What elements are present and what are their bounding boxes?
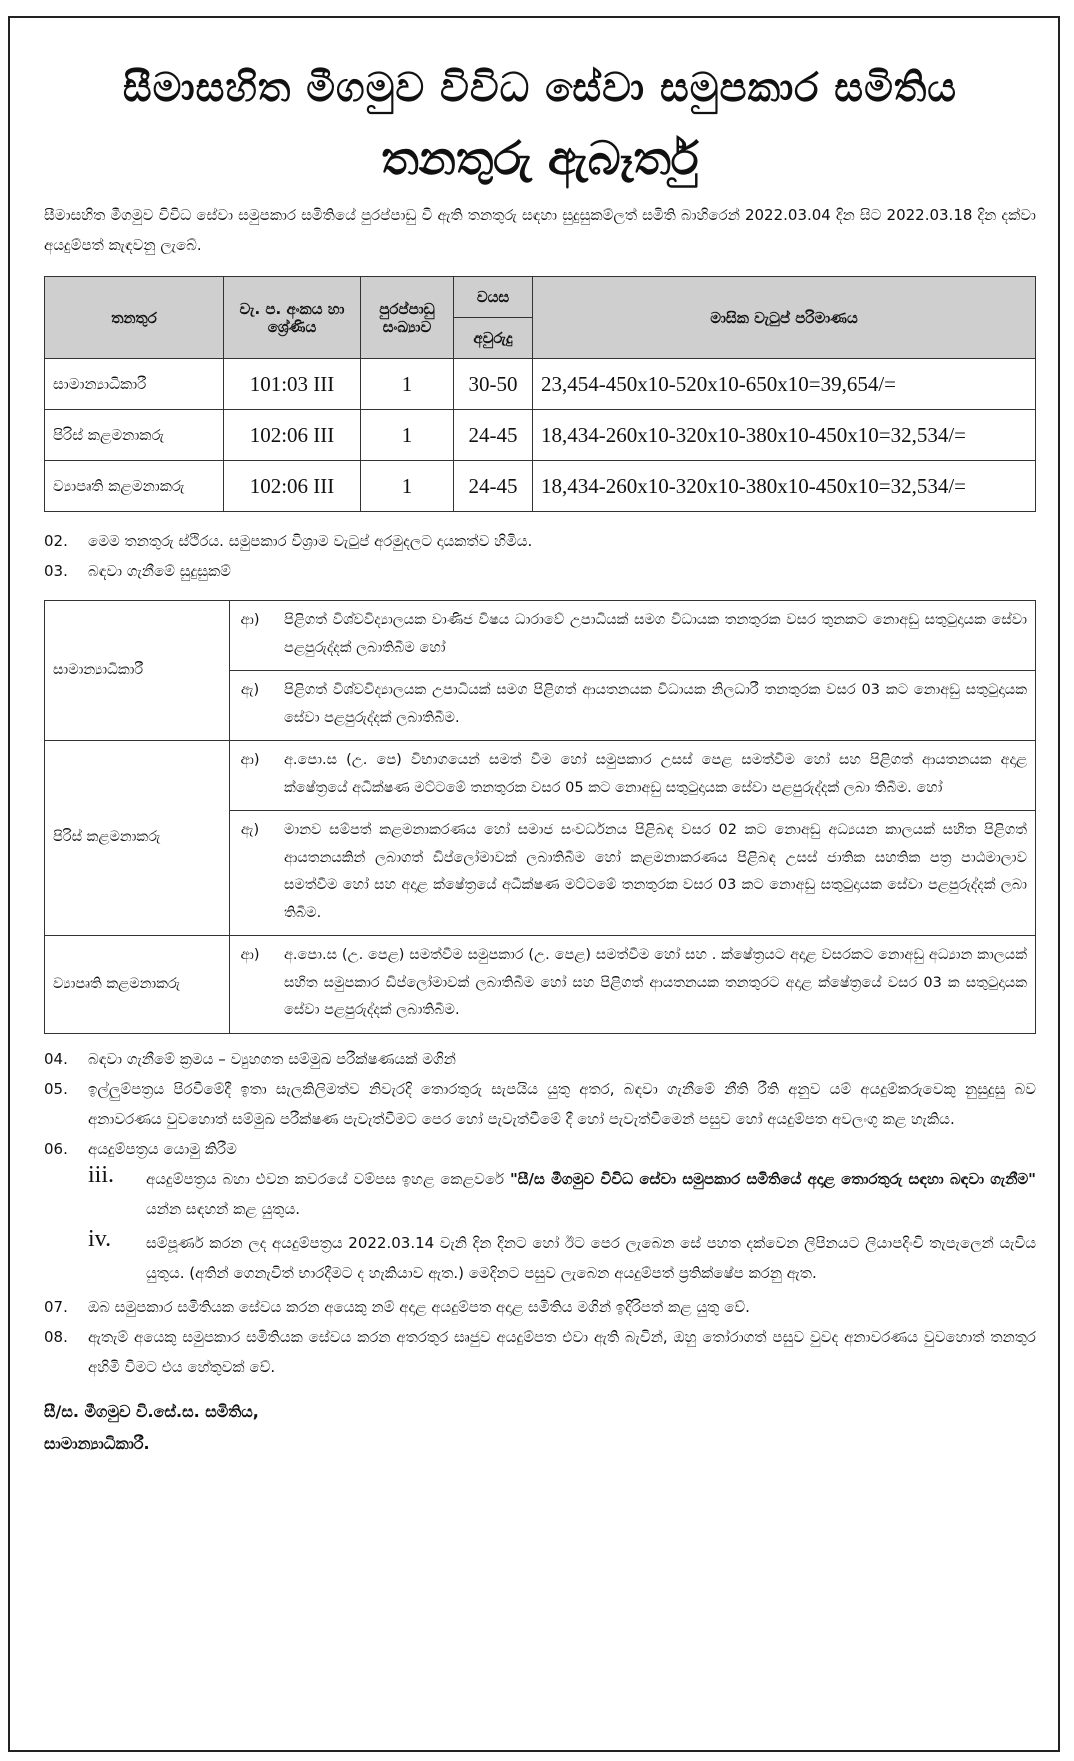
- paragraph-text: සම්පූර්ණ කරන ලද අයදුම්පත්‍රය 2022.03.14 වැනි දින දිනට හෝ ඊට පෙර ලැබෙන සේ පහත දක්වෙන ලිපිනයට ලියාපදිංචි තැපැලෙන් යැවිය යුතුය. (අතින් ගෙනැවිත් භාරදීමට ද හැකියාව ඇත.) මෙදිනට පසුව ලැබෙන අයදුම්පත් ප්‍රතික්ෂේප කරනු ඇත.: [146, 1233, 1036, 1282]
- qualification-mark: ආ): [230, 601, 271, 671]
- paragraph-text: අයදුම්පත්‍රය යොමු කිරීම: [88, 1139, 237, 1158]
- paragraph-text: ඔබ සමුපකාර සමිතියක සේවය කරන අයෙකු නම් අදාළ අයදුම්පත අදාළ සමිතිය මගින් ඉදිරිපත් කළ යුතු වේ.: [88, 1297, 750, 1316]
- table-row: [45, 410, 1036, 461]
- advertisement-content: [44, 58, 1036, 1460]
- row-post: සාමාන්‍යාධිකාරී: [45, 359, 224, 410]
- paragraph-number: 06.: [44, 1139, 68, 1158]
- qualification-post: සාමාන්‍යාධිකාරී: [45, 601, 230, 741]
- header-age-unit: අවුරුදු: [454, 318, 533, 359]
- paragraph-08: [44, 1322, 1036, 1382]
- header-salary: මාසික වැටුප් පරිමාණය: [533, 277, 1036, 359]
- header-age: වයස: [454, 277, 533, 318]
- row-post: ව්‍යාපෘති කළමනාකරු: [45, 461, 224, 512]
- header-vacancies: පුරප්පාඩු සංඛ්‍යාව: [361, 277, 454, 359]
- row-age: 24-45: [454, 410, 533, 461]
- paragraph-number: 08.: [44, 1327, 68, 1346]
- row-vacancies: 1: [361, 461, 454, 512]
- paragraph-text: ඇතැම් අයෙකු සමුපකාර සමිතියක සේවය කරන අතරතුර සෘජුව අයදුම්පත එවා ඇති බැවින්, ඔහු තෝරාගත් පසුව වුවද අනාවරණය වුවහොත් තනතුර අහිමි වීමට එය හේතුවක් වේ.: [88, 1327, 1036, 1376]
- table-row: [45, 461, 1036, 512]
- paragraph-text: යන්න සඳහන් කළ යුතුය.: [146, 1199, 301, 1218]
- row-vacancies: 1: [361, 359, 454, 410]
- paragraph-text: බඳවා ගැනීමේ සුදුසුකම්: [88, 562, 231, 580]
- roman-numeral: iv.: [88, 1225, 112, 1252]
- paragraph-number: 04.: [44, 1049, 68, 1068]
- signature-society: සී/ස. මීගමුව වි.සේ.ස. සමිතිය,: [44, 1401, 259, 1421]
- qualification-mark: ආ): [230, 741, 271, 811]
- qualification-text: පිළිගත් විශ්වවිද්‍යාලයක උපාධියක් සමග පිළිගත් ආයතනයක විධායක නිලධාරී තනතුරක වසර 03 කට නොඅඩු සතුටුදායක සේවා පළපුරුද්දක් ලබාතිබීම.: [270, 671, 1036, 741]
- paragraph-number: 03.: [44, 562, 68, 580]
- qualification-mark: ඇ): [230, 671, 271, 741]
- qualification-post: පිරිස් කළමනාකරු: [45, 741, 230, 936]
- paragraph-text: බඳවා ගැනීමේ ක්‍රමය – ව්‍යුහගත සම්මුඛ පරීක්ෂණයක් මගින්: [88, 1049, 456, 1068]
- qualification-text: අ.පො.ස (උ. පෙ) විභාගයෙන් සමත් වීම හෝ සමුපකාර උසස් පෙළ සමත්වීම හෝ සහ පිළිගත් ආයතනයක අදාළ ක්ෂේත්‍රයේ අධීක්ෂණ මට්ටමේ තනතුරක වසර 05 කට නොඅඩු සතුටුදායක සේවා පළපුරුද්දක් ලබා තිබීම. හෝ: [270, 741, 1036, 811]
- qualifications-table: [44, 600, 1036, 1034]
- paragraph-03: [44, 556, 1036, 586]
- header-post: තනතුර: [45, 277, 224, 359]
- advertisement-page: [8, 16, 1060, 1752]
- paragraph-text: ඉල්ලුම්පත්‍රය පිරවීමේදී ඉතා සැලකිලිමත්ව නිවැරදි තොරතුරු සැපයිය යුතු අතර, බඳවා ගැනීමේ නීති රීති අනුව යම් අයදුම්කරුවෙකු නුසුදුසු බව අනාවරණය වුවහොත් සම්මුඛ පරීක්ෂණ පැවැත්වීමට පෙර හෝ පැවැත්වීමේ දී හෝ පැවැත්වීමෙන් පසුව හෝ අයදුම්පත අවලංගු කළ හැකිය.: [88, 1079, 1036, 1128]
- row-salary: 18,434-260x10-320x10-380x10-450x10=32,534/=: [533, 410, 1036, 461]
- paragraph-06-iii: [88, 1161, 1036, 1224]
- qualification-post: ව්‍යාපෘති කළමනාකරු: [45, 936, 230, 1034]
- row-vacancies: 1: [361, 410, 454, 461]
- row-grade: 102:06 III: [224, 410, 361, 461]
- qualification-row: [45, 936, 1036, 1034]
- intro-paragraph: සීමාසහිත මීගමුව විවිධ සේවා සමුපකාර සමිතියේ පුරප්පාඩු වී ඇති තනතුරු සඳහා සුදුසුකම්ලත් සමිති බාහිරෙන් 2022.03.04 දින සිට 2022.03.18 දින දක්වා අයදුම්පත් කැඳවනු ලැබේ.: [44, 206, 1036, 254]
- society-title: සීමාසහිත මීගමුව විවිධ සේවා සමුපකාර සමිතිය: [122, 65, 958, 111]
- roman-numeral: iii.: [88, 1161, 115, 1188]
- envelope-marking-text: "සී/ස මීගමුව විවිධ සේවා සමුපකාර සමිතියේ අදාළ තොරතුරු සඳහා බඳවා ගැනීම": [509, 1169, 1036, 1188]
- header-grade: වැ. ප. අංකය හා ශ්‍රේණිය: [224, 277, 361, 359]
- row-age: 24-45: [454, 461, 533, 512]
- paragraph-02: [44, 526, 1036, 556]
- paragraph-06-iv: [88, 1225, 1036, 1288]
- qualification-text: මානව සම්පත් කළමනාකරණය හෝ සමාජ සංවර්ධනය පිළිබඳ වසර 02 කට නොඅඩු අධ්‍යයන කාලයක් සහිත පිළිගත් ආයතනයකින් ලබාගත් ඩිප්ලෝමාවක් ලබාතිබීම හෝ කළමනාකරණය පිළිබඳ උසස් ජාතික සහතික පත්‍ර පාඨමාලාව සමත්වීම හෝ සහ අදාළ ක්ෂේත්‍රයේ අධීක්ෂණ මට්ටමේ තනතුරක වසර 03 කට නොඅඩු සතුටුදායක සේවා පළපුරුද්දක් ලබා තිබීම.: [270, 811, 1036, 936]
- paragraph-number: 07.: [44, 1297, 68, 1316]
- qualification-row: [45, 601, 1036, 671]
- row-age: 30-50: [454, 359, 533, 410]
- paragraph-06: [44, 1134, 1036, 1164]
- vacancy-table-header: [45, 277, 1036, 318]
- paragraph-07: [44, 1292, 1036, 1322]
- paragraph-number: 05.: [44, 1079, 68, 1098]
- row-salary: 18,434-260x10-320x10-380x10-450x10=32,534/=: [533, 461, 1036, 512]
- vacancy-table: [44, 276, 1036, 512]
- qualification-mark: ඇ): [230, 811, 271, 936]
- row-salary: 23,454-450x10-520x10-650x10=39,654/=: [533, 359, 1036, 410]
- qualification-text: පිළිගත් විශ්වවිද්‍යාලයක වාණිජ විෂය ධාරාවේ උපාධියක් සමග විධායක තනතුරක වසර තුනකට නොඅඩු සතුටුදායක සේවා පළපුරුද්දක් ලබාතිබීම හෝ: [270, 601, 1036, 671]
- qualification-mark: ආ): [230, 936, 271, 1034]
- signature-title: සාමාන්‍යාධිකාරී.: [44, 1433, 150, 1453]
- row-post: පිරිස් කළමනාකරු: [45, 410, 224, 461]
- paragraph-text: අයදුම්පත්‍රය බහා එවන කවරයේ වම්පස ඉහළ කෙළවරේ: [146, 1169, 510, 1188]
- qualification-text: අ.පො.ස (උ. පෙළ) සමත්වීම සමුපකාර (උ. පෙළ) සමත්වීම හෝ සහ . ක්ෂේත්‍රයට අදාළ වසරකට නොඅඩු අධ්‍යාන කාලයක් සහිත සමුපකාර ඩිප්ලෝමාවක් ලබාතිබීම හෝ සහ පිළිගත් ආයතනයක තනතුරට අදාළ ක්ෂේත්‍රයේ වසර 03 ක සතුටුදායක සේවා පළපුරුද්දක් ලබාතිබීම.: [270, 936, 1036, 1034]
- qualification-row: [45, 741, 1036, 811]
- paragraph-text: මෙම තනතුරු ස්ථිරය. සමුපකාර විශ්‍රාම වැටුප් අරමුදලට දායකත්ව හිමිය.: [88, 532, 533, 550]
- paragraph-05: [44, 1074, 1036, 1134]
- signature-block: [44, 1396, 1036, 1460]
- vacancies-heading: තනතුරු ඇබෑර්තු: [381, 131, 699, 185]
- row-grade: 101:03 III: [224, 359, 361, 410]
- table-row: [45, 359, 1036, 410]
- paragraph-number: 02.: [44, 532, 68, 550]
- row-grade: 102:06 III: [224, 461, 361, 512]
- paragraph-04: [44, 1044, 1036, 1074]
